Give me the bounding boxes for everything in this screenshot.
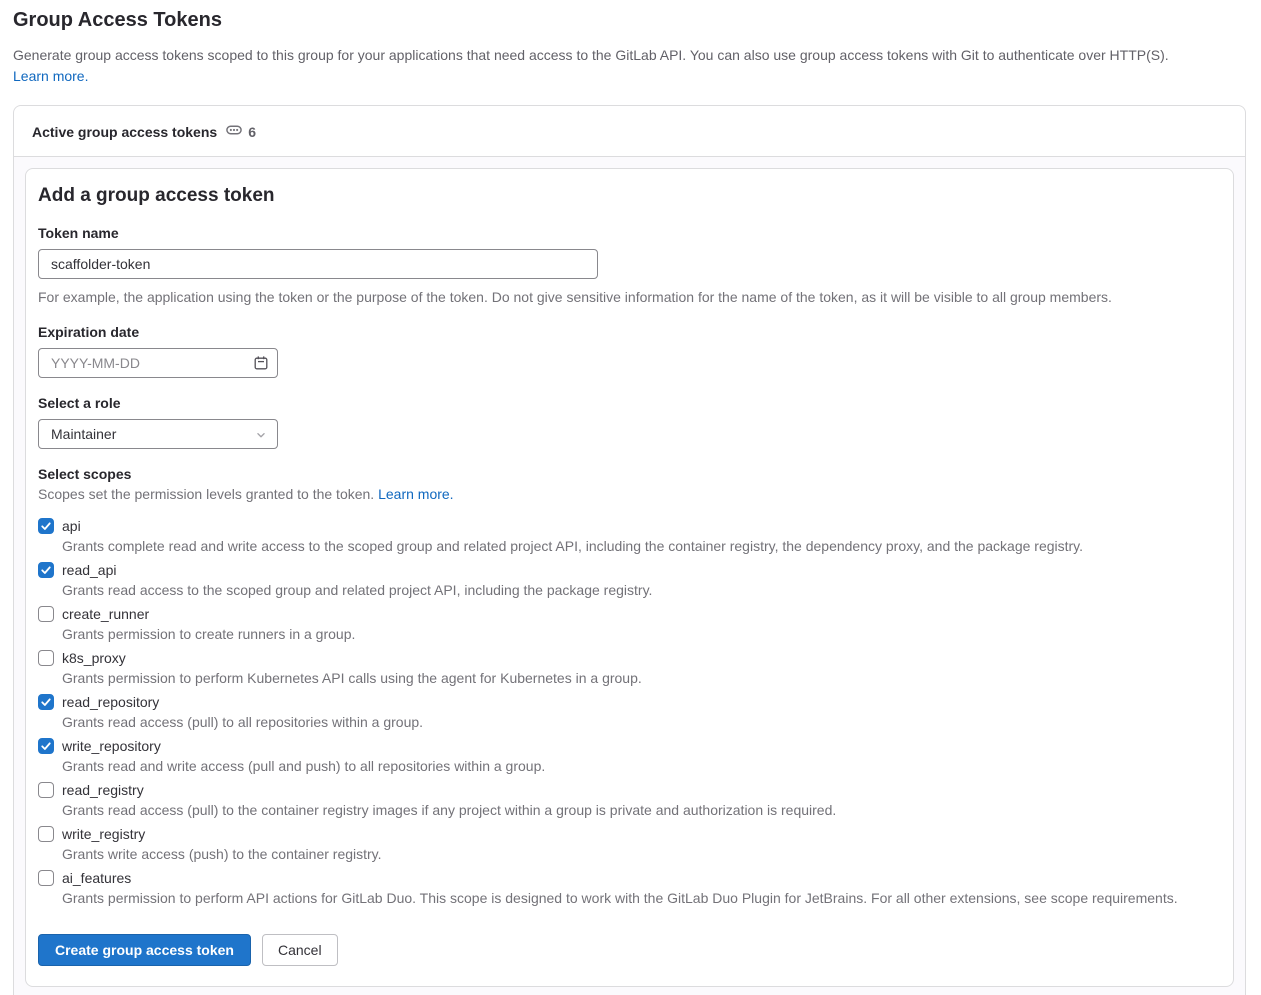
scope-row-k8s_proxy (38, 648, 1221, 688)
form-heading: Add a group access token (38, 185, 275, 206)
cancel-button[interactable]: Cancel (262, 934, 338, 966)
scope-name: api (62, 518, 81, 534)
page-title: Group Access Tokens (13, 9, 222, 31)
scope-row-ai_features (38, 868, 1221, 908)
scopes-label: Select scopes (38, 466, 132, 482)
expiration-field-group (38, 324, 1221, 378)
scope-description: Grants permission to perform API actions for GitLab Duo. This scope is designed to work with the GitLab Duo Plugin for JetBrains. For all other extensions, see scope requirements. (62, 890, 1178, 906)
page-description: Generate group access tokens scoped to this group for your applications that need access to the GitLab API. You can also use group access tokens with Git to authenticate over HTTP(S). (13, 47, 1169, 63)
scope-row-write_registry (38, 824, 1221, 864)
scope-description: Grants read access (pull) to the container registry images if any project within a group is private and authorization is required. (62, 802, 837, 818)
create-token-button[interactable]: Create group access token (38, 934, 251, 966)
scope-name: ai_features (62, 870, 132, 886)
token-name-help: For example, the application using the token or the purpose of the token. Do not give sensitive information for the name of the token, as it will be visible to all group members. (38, 289, 1112, 305)
active-tokens-body (14, 156, 1245, 995)
scope-checkbox-api[interactable] (38, 518, 54, 534)
scope-row-create_runner (38, 604, 1221, 644)
scope-checkbox-read_registry[interactable] (38, 782, 54, 798)
token-name-input[interactable] (38, 249, 598, 279)
learn-more-link[interactable]: Learn more. (13, 68, 89, 84)
scope-row-read_repository (38, 692, 1221, 732)
scope-description: Grants read access to the scoped group and related project API, including the package registry. (62, 582, 653, 598)
scope-description: Grants read and write access (pull and push) to all repositories within a group. (62, 758, 546, 774)
active-tokens-header (14, 106, 1245, 156)
role-field-group (38, 395, 1221, 449)
token-name-field-group (38, 225, 1221, 307)
token-name-label: Token name (38, 225, 119, 241)
active-tokens-card (13, 105, 1246, 995)
scope-row-api (38, 516, 1221, 556)
scope-checkbox-create_runner[interactable] (38, 606, 54, 622)
form-actions (38, 934, 1221, 966)
scopes-learn-more-link[interactable]: Learn more. (378, 486, 454, 502)
scope-name: write_registry (62, 826, 146, 842)
scope-name: read_registry (62, 782, 144, 798)
add-token-form-card (25, 168, 1234, 987)
expiration-label: Expiration date (38, 324, 140, 340)
chevron-down-icon (254, 428, 268, 445)
scope-name: k8s_proxy (62, 650, 126, 666)
scope-description: Grants permission to perform Kubernetes API calls using the agent for Kubernetes in a group. (62, 670, 642, 686)
scope-name: write_repository (62, 738, 161, 754)
scope-description: Grants permission to create runners in a group. (62, 626, 356, 642)
scopes-help-text: Scopes set the permission levels granted to the token. (38, 486, 375, 502)
calendar-icon[interactable] (253, 355, 269, 371)
scope-description: Grants write access (push) to the container registry. (62, 846, 382, 862)
active-tokens-title: Active group access tokens (32, 123, 218, 140)
scope-checkbox-read_api[interactable] (38, 562, 54, 578)
scope-name: read_api (62, 562, 117, 578)
scope-checkbox-read_repository[interactable] (38, 694, 54, 710)
active-tokens-count-badge (225, 121, 256, 142)
scope-checkbox-k8s_proxy[interactable] (38, 650, 54, 666)
scope-name: read_repository (62, 694, 160, 710)
role-select[interactable] (38, 419, 278, 449)
scope-checkbox-write_registry[interactable] (38, 826, 54, 842)
scopes-section (38, 466, 1221, 908)
scope-description: Grants read access (pull) to all repositories within a group. (62, 714, 424, 730)
scope-checkbox-ai_features[interactable] (38, 870, 54, 886)
token-pill-icon (225, 121, 243, 142)
expiration-date-input[interactable] (38, 348, 278, 378)
role-selected-value: Maintainer (51, 426, 117, 442)
scope-name: create_runner (62, 606, 150, 622)
active-tokens-count: 6 (248, 123, 256, 140)
scope-description: Grants complete read and write access to the scoped group and related project API, including the container registry, the dependency proxy, and the package registry. (62, 538, 1084, 554)
scope-row-write_repository (38, 736, 1221, 776)
scope-row-read_api (38, 560, 1221, 600)
role-label: Select a role (38, 395, 121, 411)
scope-checkbox-write_repository[interactable] (38, 738, 54, 754)
scope-row-read_registry (38, 780, 1221, 820)
